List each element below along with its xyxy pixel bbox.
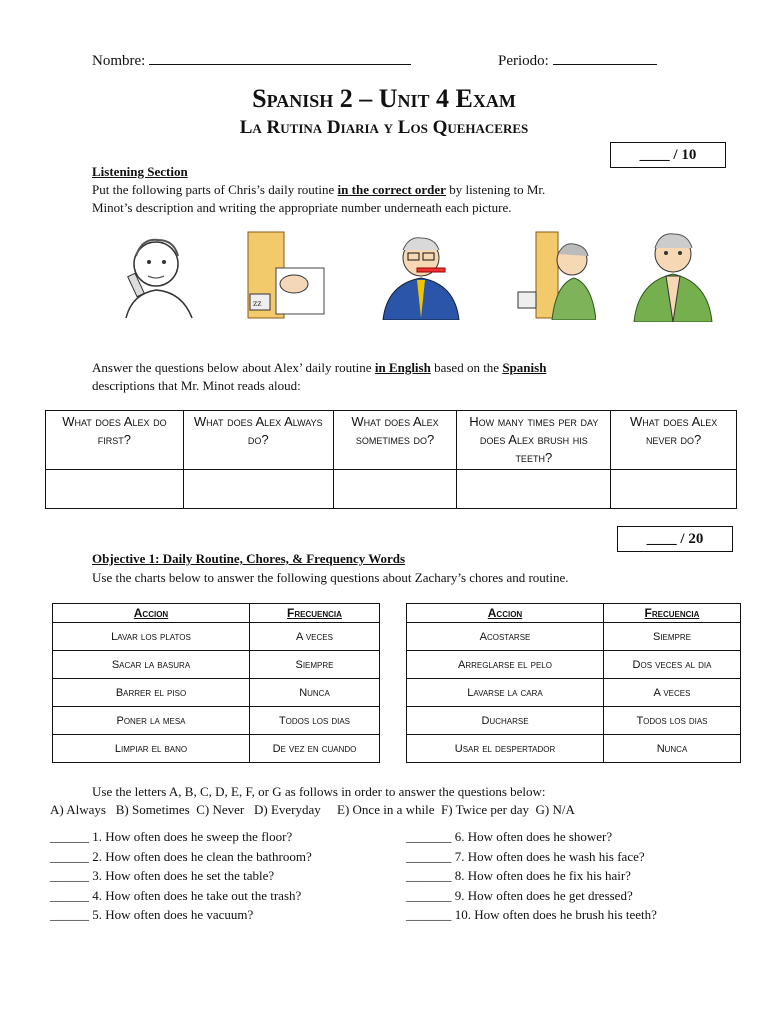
chores-chart-left xyxy=(52,603,380,763)
question-item[interactable]: ______ 5. How often does he vacuum? xyxy=(50,907,254,922)
chart-header-accion: Accion xyxy=(53,604,250,623)
chart-cell: Limpiar el bano xyxy=(53,735,250,763)
alex-question-brush-teeth: How many times per day does Alex brush his teeth? xyxy=(457,411,611,470)
chart-cell: Ducharse xyxy=(407,707,604,735)
chart-cell: Todos los dias xyxy=(250,707,380,735)
question-item[interactable]: ______ 3. How often does he set the table? xyxy=(50,868,275,883)
name-blank[interactable] xyxy=(149,52,411,65)
chart-cell: Acostarse xyxy=(407,623,604,651)
chart-cell: Poner la mesa xyxy=(53,707,250,735)
name-field[interactable] xyxy=(92,52,411,70)
waking-man-icon xyxy=(516,228,596,320)
chart-cell: Nunca xyxy=(250,679,380,707)
objective1-heading: Objective 1: Daily Routine, Chores, & Frequency Words xyxy=(92,551,406,566)
alex-questions-table xyxy=(45,410,737,509)
chart-header-frecuencia: Frecuencia xyxy=(604,604,741,623)
alex-instructions: Answer the questions below about Alex’ daily routine in English based on the Spanish descriptions that Mr. Minot reads aloud: xyxy=(92,360,547,393)
chart-cell: De vez en cuando xyxy=(250,735,380,763)
chart-cell: Lavarse la cara xyxy=(407,679,604,707)
alex-question-never: What does Alex never do? xyxy=(611,411,737,470)
questions-right xyxy=(406,827,657,925)
chart-header-accion: Accion xyxy=(407,604,604,623)
alex-question-sometimes: What does Alex sometimes do? xyxy=(333,411,457,470)
period-blank[interactable] xyxy=(553,52,657,65)
page-subtitle: La Rutina Diaria y Los Quehaceres xyxy=(239,117,529,138)
chart-cell: Todos los dias xyxy=(604,707,741,735)
dressing-man-icon xyxy=(630,226,716,322)
page-title: Spanish 2 – Unit 4 Exam xyxy=(252,84,516,113)
chart-cell: Arreglarse el pelo xyxy=(407,651,604,679)
alex-question-always: What does Alex Always do? xyxy=(183,411,333,470)
chart-cell: Siempre xyxy=(250,651,380,679)
alex-question-first: What does Alex do first? xyxy=(46,411,184,470)
chart-cell: Barrer el piso xyxy=(53,679,250,707)
alex-answer-cell[interactable] xyxy=(183,470,333,509)
questions-left xyxy=(50,827,312,925)
objective1-instructions: Use the charts below to answer the following questions about Zachary’s chores and routine. xyxy=(92,570,569,585)
listening-instructions: Put the following parts of Chris’s daily routine in the correct order by listening to Mr. Minot’s description and writing the appropriate number underneath each picture. xyxy=(92,182,546,215)
objective1-score-box[interactable]: ____ / 20 xyxy=(617,526,733,552)
listening-heading: Listening Section xyxy=(92,164,188,179)
routine-chart-right xyxy=(406,603,741,763)
chart-cell: Siempre xyxy=(604,623,741,651)
brushing-teeth-man-icon xyxy=(381,228,461,320)
chart-cell: A veces xyxy=(250,623,380,651)
alex-answer-cell[interactable] xyxy=(46,470,184,509)
question-item[interactable]: _______ 7. How often does he wash his face? xyxy=(406,848,645,864)
chart-cell: Usar el despertador xyxy=(407,735,604,763)
alex-answer-cell[interactable] xyxy=(333,470,457,509)
chart-header-frecuencia: Frecuencia xyxy=(250,604,380,623)
letters-options: A) Always B) Sometimes C) Never D) Everyday E) Once in a while F) Twice per day G) N/A xyxy=(50,802,575,817)
chart-cell: A veces xyxy=(604,679,741,707)
sleeping-man-icon xyxy=(246,228,326,320)
period-field[interactable] xyxy=(498,52,657,70)
name-label: Nombre: xyxy=(92,53,146,69)
question-item[interactable]: _______ 8. How often does he fix his hair? xyxy=(406,868,631,883)
question-item[interactable]: ______ 4. How often does he take out the trash? xyxy=(50,887,302,903)
question-item[interactable]: _______ 6. How often does he shower? xyxy=(406,829,613,844)
svg-text:zz: zz xyxy=(253,299,262,308)
chart-cell: Nunca xyxy=(604,735,741,763)
alex-answer-cell[interactable] xyxy=(457,470,611,509)
letters-instruction: Use the letters A, B, C, D, E, F, or G as follows in order to answer the questions below: xyxy=(92,784,546,799)
question-item[interactable]: _______ 10. How often does he brush his teeth? xyxy=(406,907,657,922)
period-label: Periodo: xyxy=(498,53,549,69)
question-item[interactable]: _______ 9. How often does he get dressed? xyxy=(406,887,633,903)
chart-cell: Sacar la basura xyxy=(53,651,250,679)
question-item[interactable]: ______ 2. How often does he clean the bathroom? xyxy=(50,848,312,864)
shaving-man-icon xyxy=(112,228,202,320)
listening-score-box[interactable]: ____ / 10 xyxy=(610,142,726,168)
alex-answer-cell[interactable] xyxy=(611,470,737,509)
chart-cell: Lavar los platos xyxy=(53,623,250,651)
question-item[interactable]: ______ 1. How often does he sweep the floor? xyxy=(50,829,293,844)
chart-cell: Dos veces al dia xyxy=(604,651,741,679)
